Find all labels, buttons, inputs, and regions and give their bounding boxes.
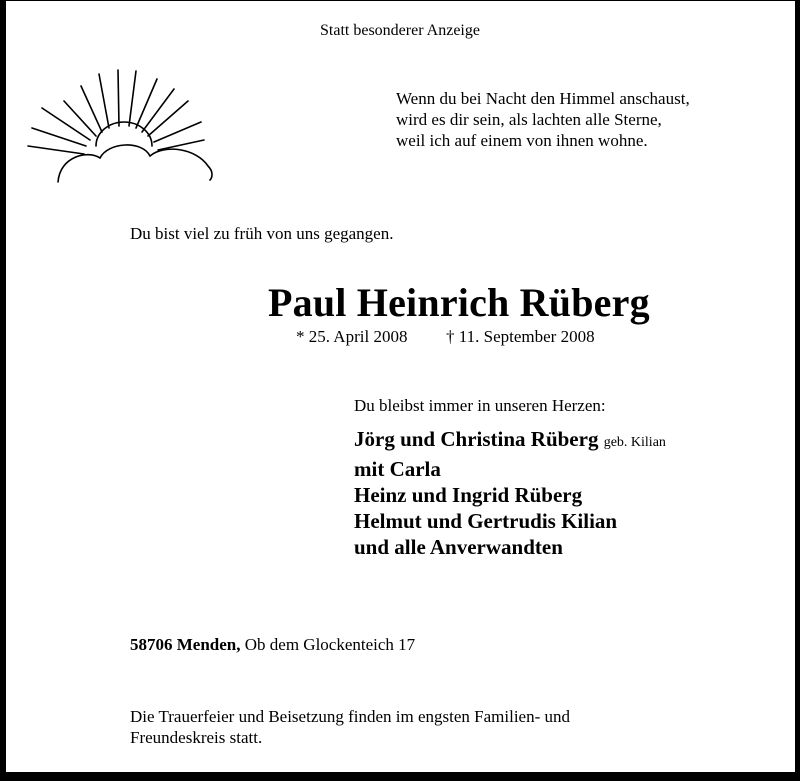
notice-header: Statt besonderer Anzeige — [320, 22, 480, 39]
deceased-name: Paul Heinrich Rüberg — [268, 280, 650, 325]
birth-date: * 25. April 2008 — [296, 327, 408, 346]
funeral-line: Die Trauerfeier und Beisetzung finden im engsten Familien- und — [130, 707, 571, 726]
quote-line: wird es dir sein, als lachten alle Sterne, — [396, 110, 662, 129]
mourners-list — [354, 426, 666, 560]
funeral-line: Freundeskreis statt. — [130, 728, 263, 747]
mourner-line: Helmut und Gertrudis Kilian — [354, 509, 618, 533]
remember-text: Du bleibst immer in unseren Herzen: — [354, 396, 606, 415]
quote-line: Wenn du bei Nacht den Himmel anschaust, — [396, 89, 690, 108]
mourner-line: mit Carla — [354, 457, 441, 481]
mourner-line — [354, 426, 666, 456]
sunrise-over-clouds-icon — [26, 66, 216, 186]
quote-line: weil ich auf einem von ihnen wohne. — [396, 131, 648, 150]
address-street: Ob dem Glockenteich 17 — [244, 635, 416, 654]
mourner-line: Heinz und Ingrid Rüberg — [354, 483, 583, 507]
address — [130, 635, 415, 655]
mourner-line: und alle Anverwandten — [354, 535, 563, 559]
address-city: 58706 Menden, — [130, 635, 241, 654]
quote — [396, 88, 690, 151]
intro-text: Du bist viel zu früh von uns gegangen. — [130, 224, 394, 243]
maiden-name: geb. Kilian — [603, 435, 666, 450]
mourner-name: Jörg und Christina Rüberg — [354, 427, 599, 451]
death-date: † 11. September 2008 — [446, 327, 595, 346]
funeral-info — [130, 706, 570, 748]
